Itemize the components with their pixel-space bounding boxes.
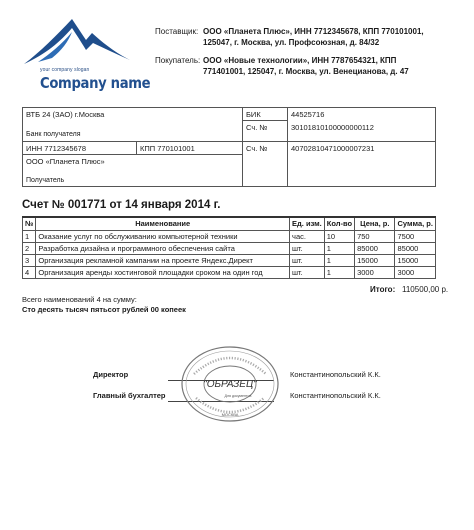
- table-row: [23, 254, 436, 266]
- director-name: Константинопольский К.К.: [290, 370, 381, 379]
- items-summary: Всего наименований 4 на сумму:: [22, 295, 137, 304]
- table-row: [23, 266, 436, 278]
- stamp-center-text: "ОБРАЗЕЦ": [203, 379, 257, 390]
- company-name: Company name: [40, 74, 151, 92]
- total-label: Итого:: [370, 285, 396, 294]
- supplier-block: [155, 26, 445, 50]
- col-header-number: №: [23, 217, 36, 230]
- recipient-name: ООО «Планета Плюс»: [26, 157, 105, 166]
- bank-details-table: [22, 107, 436, 187]
- cell-unit: шт.: [290, 266, 325, 278]
- stamp-bottom-text: МОСКВА: [221, 412, 239, 417]
- cell-name: Организация аренды хостинговой площадки сроком на один год: [36, 266, 290, 278]
- stamp-seal-icon: [180, 344, 280, 424]
- bank-label: Банк получателя: [26, 131, 81, 138]
- cell-name: Организация рекламной кампании на проекте Яндекс.Директ: [36, 254, 290, 266]
- table-row: [23, 242, 436, 254]
- cell-number: 3: [23, 254, 36, 266]
- invoice-title: Счет № 001771 от 14 января 2014 г.: [22, 199, 221, 211]
- cell-price: 15000: [355, 254, 395, 266]
- recipient-kpp: КПП 770101001: [140, 144, 195, 153]
- cell-sum: 15000: [395, 254, 436, 266]
- table-header-row: [23, 217, 436, 230]
- cell-number: 1: [23, 230, 36, 242]
- cell-name: Разработка дизайна и программного обеспечения сайта: [36, 242, 290, 254]
- recipient-inn: ИНН 7712345678: [26, 144, 87, 153]
- col-header-quantity: Кол-во: [324, 217, 354, 230]
- bank-name: ВТБ 24 (ЗАО) г.Москва: [26, 110, 105, 119]
- director-label: Директор: [93, 370, 129, 379]
- cell-quantity: 1: [324, 266, 354, 278]
- accountant-name: Константинопольский К.К.: [290, 391, 381, 400]
- bik-label: БИК: [246, 110, 261, 119]
- cell-quantity: 10: [324, 230, 354, 242]
- account-value: 40702810471000007231: [291, 144, 375, 153]
- total-value: 110500,00 р.: [402, 285, 449, 294]
- cell-unit: шт.: [290, 242, 325, 254]
- cell-sum: 7500: [395, 230, 436, 242]
- cell-sum: 85000: [395, 242, 436, 254]
- bank-divider: [242, 141, 435, 142]
- company-stamp: [180, 344, 280, 424]
- cell-sum: 3000: [395, 266, 436, 278]
- bik-value: 44525716: [291, 110, 325, 119]
- corr-account-value: 30101810100000000112: [291, 123, 374, 132]
- accountant-label: Главный бухгалтер: [93, 391, 166, 400]
- buyer-block: [155, 55, 445, 79]
- company-slogan: your company slogan: [40, 67, 90, 73]
- table-row: [23, 230, 436, 242]
- mountain-logo-icon: [22, 16, 134, 68]
- cell-price: 85000: [355, 242, 395, 254]
- bank-divider: [242, 120, 288, 121]
- cell-unit: шт.: [290, 254, 325, 266]
- cell-number: 4: [23, 266, 36, 278]
- cell-number: 2: [23, 242, 36, 254]
- items-table: [22, 216, 436, 279]
- col-header-price: Цена, р.: [355, 217, 395, 230]
- account-label: Сч. №: [246, 144, 268, 153]
- buyer-value: ООО «Новые технологии», ИНН 7787654321, КПП 771401001, 125047, г. Москва, ул. Венецианова, д. 47: [203, 56, 409, 76]
- buyer-label: Покупатель:: [155, 56, 201, 65]
- cell-quantity: 1: [324, 242, 354, 254]
- company-logo: [22, 16, 151, 96]
- supplier-value: ООО «Планета Плюс», ИНН 7712345678, КПП 770101001, 125047, г. Москва, ул. Профсоюзная, д. 84/32: [203, 27, 424, 47]
- corr-account-label: Сч. №: [246, 123, 268, 132]
- bank-divider: [23, 141, 242, 142]
- cell-price: 750: [355, 230, 395, 242]
- cell-unit: час.: [290, 230, 325, 242]
- supplier-label: Поставщик:: [155, 27, 199, 36]
- recipient-label: Получатель: [26, 177, 65, 184]
- stamp-ring-text: Для документов: [224, 394, 252, 398]
- cell-name: Оказание услуг по обслуживанию компьютерной техники: [36, 230, 290, 242]
- col-header-name: Наименование: [36, 217, 290, 230]
- bank-divider: [136, 141, 137, 154]
- cell-quantity: 1: [324, 254, 354, 266]
- col-header-sum: Сумма, р.: [395, 217, 436, 230]
- col-header-unit: Ед. изм.: [290, 217, 325, 230]
- bank-divider: [23, 154, 242, 155]
- amount-in-words: Сто десять тысяч пятьсот рублей 00 копеек: [22, 305, 186, 314]
- cell-price: 3000: [355, 266, 395, 278]
